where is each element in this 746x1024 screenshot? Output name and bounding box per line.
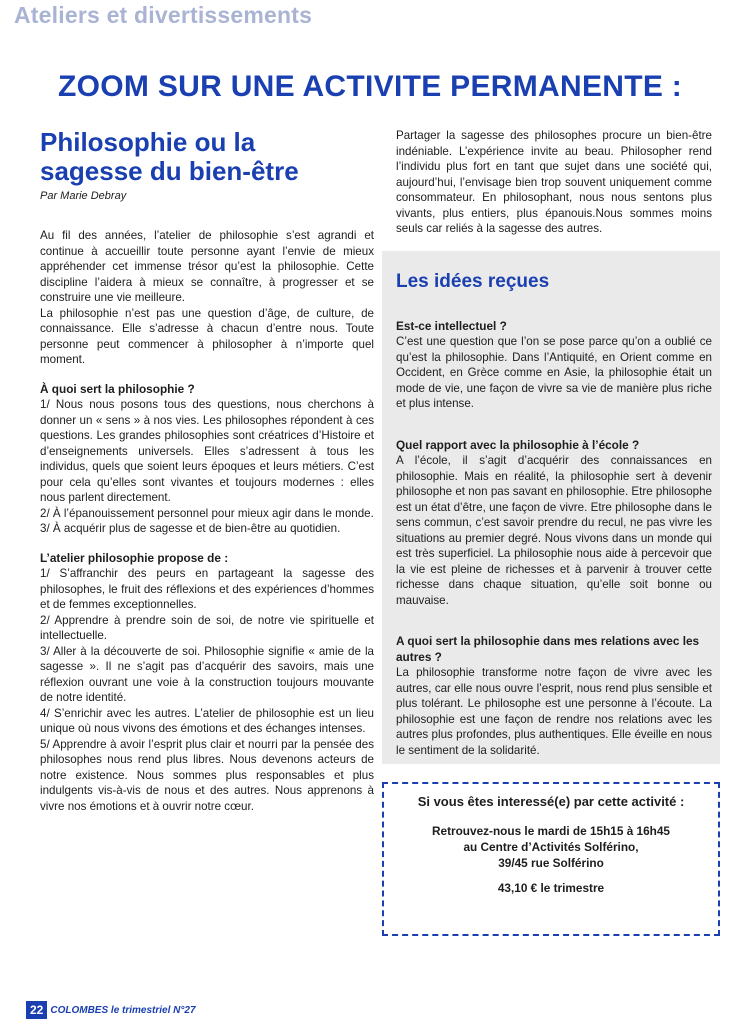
article-title-line1: Philosophie ou la — [40, 127, 256, 157]
activity-venue: au Centre d’Activités Solférino, — [463, 840, 639, 854]
magazine-name: COLOMBES le trimestriel N°27 — [50, 1004, 196, 1016]
ideas-box — [382, 251, 720, 765]
ideas-title: Les idées reçues — [396, 270, 550, 292]
q1-heading: À quoi sert la philosophie ? — [40, 381, 195, 396]
idea-text: La philosophie transforme notre façon de vivre avec les autres, car elle nous ouvre l’esprit, nous rend plus sensible et plus tolérant. Le philosophe est une personne à l’écoute. La philosophie est une façon de rendre nos relations avec les autres plus profondes, plus authentiques. Elle éveille en nous le sentiment de la solidarité. — [396, 666, 712, 757]
activity-heading: Si vous êtes interessé(e) par cette activité : — [417, 794, 685, 809]
q2-item: 1/ S’affranchir des peurs en partageant la sagesse des philosophes, le fruit des réflexions et des expériences d’hommes et de femmes exceptionnelles. — [40, 567, 374, 611]
q2-item: 3/ Aller à la découverte de soi. Philosophie signifie « amie de la sagesse ». Il ne s’agit pas d’acquérir des savoirs, mais une réflexion ouvrant une voie à la construction toujours mouvante de notre identité. — [40, 644, 374, 704]
article-title-line2: sagesse du bien-être — [40, 156, 299, 186]
intro-paragraph-2: La philosophie n’est pas une question d’âge, de culture, de connaissance. Elle s’adresse à chacun d’entre nous. Toute personne peut commencer à philosopher à n’importe quel moment. — [40, 306, 374, 366]
left-column — [40, 128, 374, 814]
footer — [26, 1001, 196, 1019]
q2-item: 2/ Apprendre à prendre soin de soi, de notre vie spirituelle et intellectuelle. — [40, 613, 374, 642]
activity-address: 39/45 rue Solférino — [498, 856, 604, 870]
idea-heading: Est-ce intellectuel ? — [396, 318, 507, 333]
activity-schedule: Retrouvez-nous le mardi de 15h15 à 16h45 — [432, 824, 670, 838]
page-number: 22 — [26, 1001, 47, 1019]
q1-item: 2/ À l’épanouissement personnel pour mieux agir dans le monde. — [40, 506, 374, 520]
q2-item: 4/ S’enrichir avec les autres. L’atelier de philosophie est un lieu unique où nous vivons des émotions et des échanges intenses. — [40, 706, 374, 735]
q2-item: 5/ Apprendre à avoir l’esprit plus clair et nourri par la pensée des philosophes nous rend plus libres. Nous devenons acteurs de notre existence. Nous sommes plus responsables et plus indulgents vis-à-vis de nous et des autres. Nous apprenons à vivre nos émotions et à ouvrir notre cœur. — [40, 737, 374, 813]
right-column — [396, 128, 712, 936]
article-author: Par Marie Debray — [40, 190, 127, 202]
idea-text: C’est une question que l’on se pose parce qu’on a oublié ce qu’est la philosophie. Dans l’Antiquité, en Orient comme en Occident, en Grèce comme en Asie, la philosophie était un mode de vie, une façon de vivre sa vie de manière plus riche et plus intense. — [396, 335, 712, 410]
article-title — [40, 128, 374, 186]
activity-box — [382, 782, 720, 936]
q1-item: 1/ Nous nous posons tous des questions, nous cherchons à donner un « sens » à nos vies. Les philosophes répondent à ces questions. Les grandes philosophies sont créatrices d’Histoire et d’enseignements universels. Elles s’adressent à tous les individus, quels que soient leurs époques et leurs métiers. C’est pour cela qu’elles sont vivantes et toujours modernes : elles nous parlent directement. — [40, 398, 374, 504]
idea-heading: Quel rapport avec la philosophie à l’école ? — [396, 437, 640, 452]
activity-price: 43,10 € le trimestre — [497, 881, 605, 895]
main-title: ZOOM SUR UNE ACTIVITE PERMANENTE : — [58, 70, 683, 103]
q2-heading: L’atelier philosophie propose de : — [40, 550, 229, 565]
intro-paragraph-1: Au fil des années, l’atelier de philosophie s’est agrandi et continue à accueillir toute personne ayant l’envie de mieux appréhender cet immense trésor qu’est la philosophie. Cette discipline l’aidera à mieux se connaître, à progresser et se construire une vie meilleure. — [40, 229, 374, 304]
idea-text: A l’école, il s’agit d’acquérir des connaissances en philosophie. Mais en réalité, la philosophie sert à devenir philosophe et non pas savant en philosophie. Etre philosophe est un état d’être, une façon de vivre. Etre philosophe dans le sens commun, c’est savoir prendre du recul, ne pas vivre les situations au premier degré. Nous vivons dans un monde qui est très superficiel. La philosophie nous aide à percevoir que la vie est pleine de richesses et à parvenir à trouver cette richesse dans chaque situation, qu’elle soit bonne ou mauvaise. — [396, 454, 712, 607]
section-title: Ateliers et divertissements — [14, 2, 313, 28]
q1-item: 3/ À acquérir plus de sagesse et de bien-être au quotidien. — [40, 522, 341, 535]
right-intro-paragraph: Partager la sagesse des philosophes procure un bien-être indéniable. L’expérience invite au beau. Philosopher rend l’individu plus fort en tant que sujet dans une société qui, aujourd’hui, l’envisage bien trop souvent uniquement comme consommateur. En philosophant, nous nous sentons plus vivants, plus entiers, plus épanouis.Nous sommes moins seuls car reliés à la sagesse des autres. — [396, 129, 712, 235]
idea-heading: A quoi sert la philosophie dans mes relations avec les autres ? — [396, 634, 700, 664]
